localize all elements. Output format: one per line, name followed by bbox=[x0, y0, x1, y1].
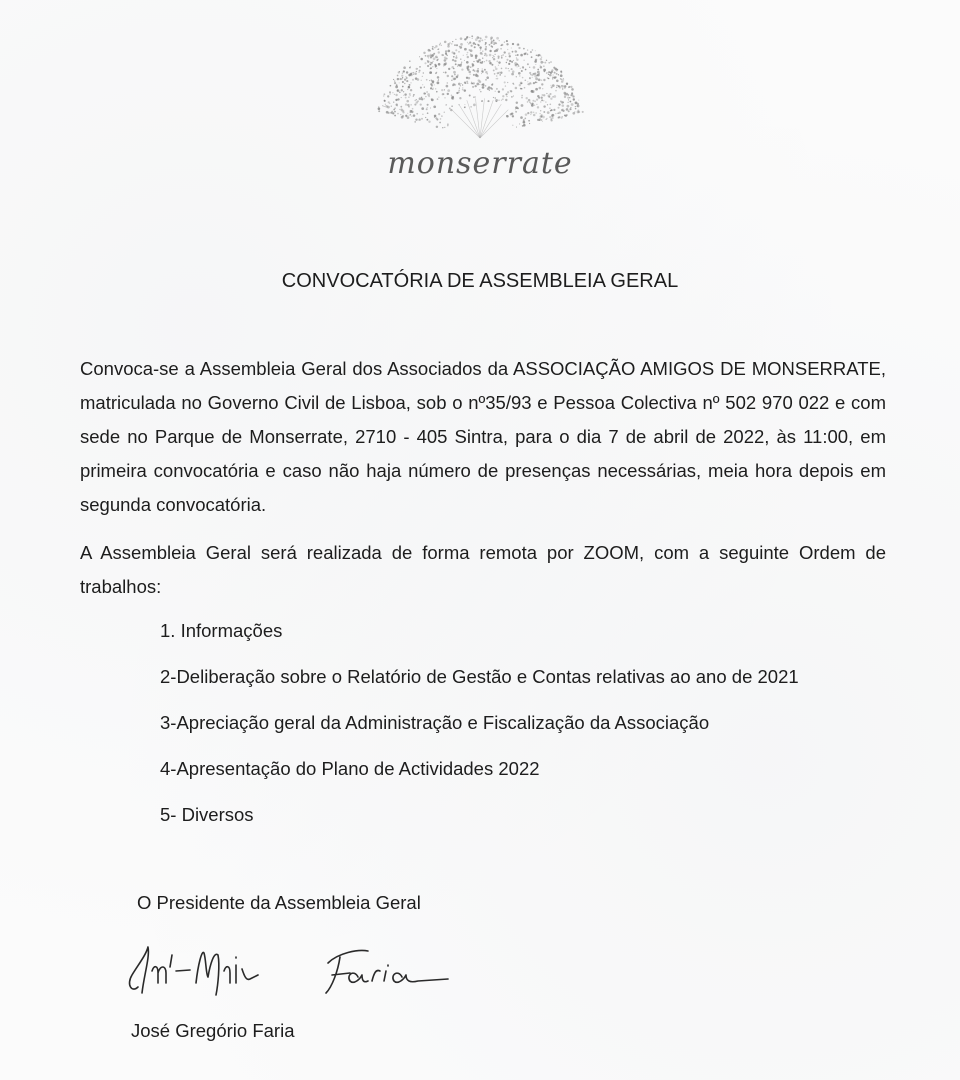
agenda-item: 1. Informações bbox=[160, 620, 283, 641]
logo bbox=[360, 18, 600, 181]
convocation-paragraph: Convoca-se a Assembleia Geral dos Associados da ASSOCIAÇÃO AMIGOS DE MONSERRATE, matriculada no Governo Civil de Lisboa, sob o nº35/93 e Pessoa Colectiva nº 502 970 022 e com sede no Parque de Monserrate, 2710 - 405 Sintra, para o dia 7 de abril de 2022, às 11:00, em primeira convocatória e caso não haja número de presenças necessárias, meia hora depois em segunda convocatória. bbox=[80, 358, 886, 515]
agenda-list bbox=[160, 614, 799, 844]
logo-wordmark: monserrate bbox=[387, 146, 573, 181]
agenda-item: 5- Diversos bbox=[160, 804, 254, 825]
handwritten-signature bbox=[118, 935, 478, 1015]
document-title: CONVOCATÓRIA DE ASSEMBLEIA GERAL bbox=[281, 270, 679, 292]
tree-canopy-icon bbox=[370, 26, 590, 146]
signatory-name: José Gregório Faria bbox=[131, 1020, 295, 1041]
agenda-item: 3-Apreciação geral da Administração e Fiscalização da Associação bbox=[160, 712, 710, 733]
signatory-role: O Presidente da Assembleia Geral bbox=[137, 892, 421, 913]
agenda-item: 4-Apresentação do Plano de Actividades 2022 bbox=[160, 758, 540, 779]
agenda-item: 2-Deliberação sobre o Relatório de Gestão e Contas relativas ao ano de 2021 bbox=[160, 666, 799, 687]
meeting-format-paragraph: A Assembleia Geral será realizada de forma remota por ZOOM, com a seguinte Ordem de trabalhos: bbox=[80, 542, 886, 597]
